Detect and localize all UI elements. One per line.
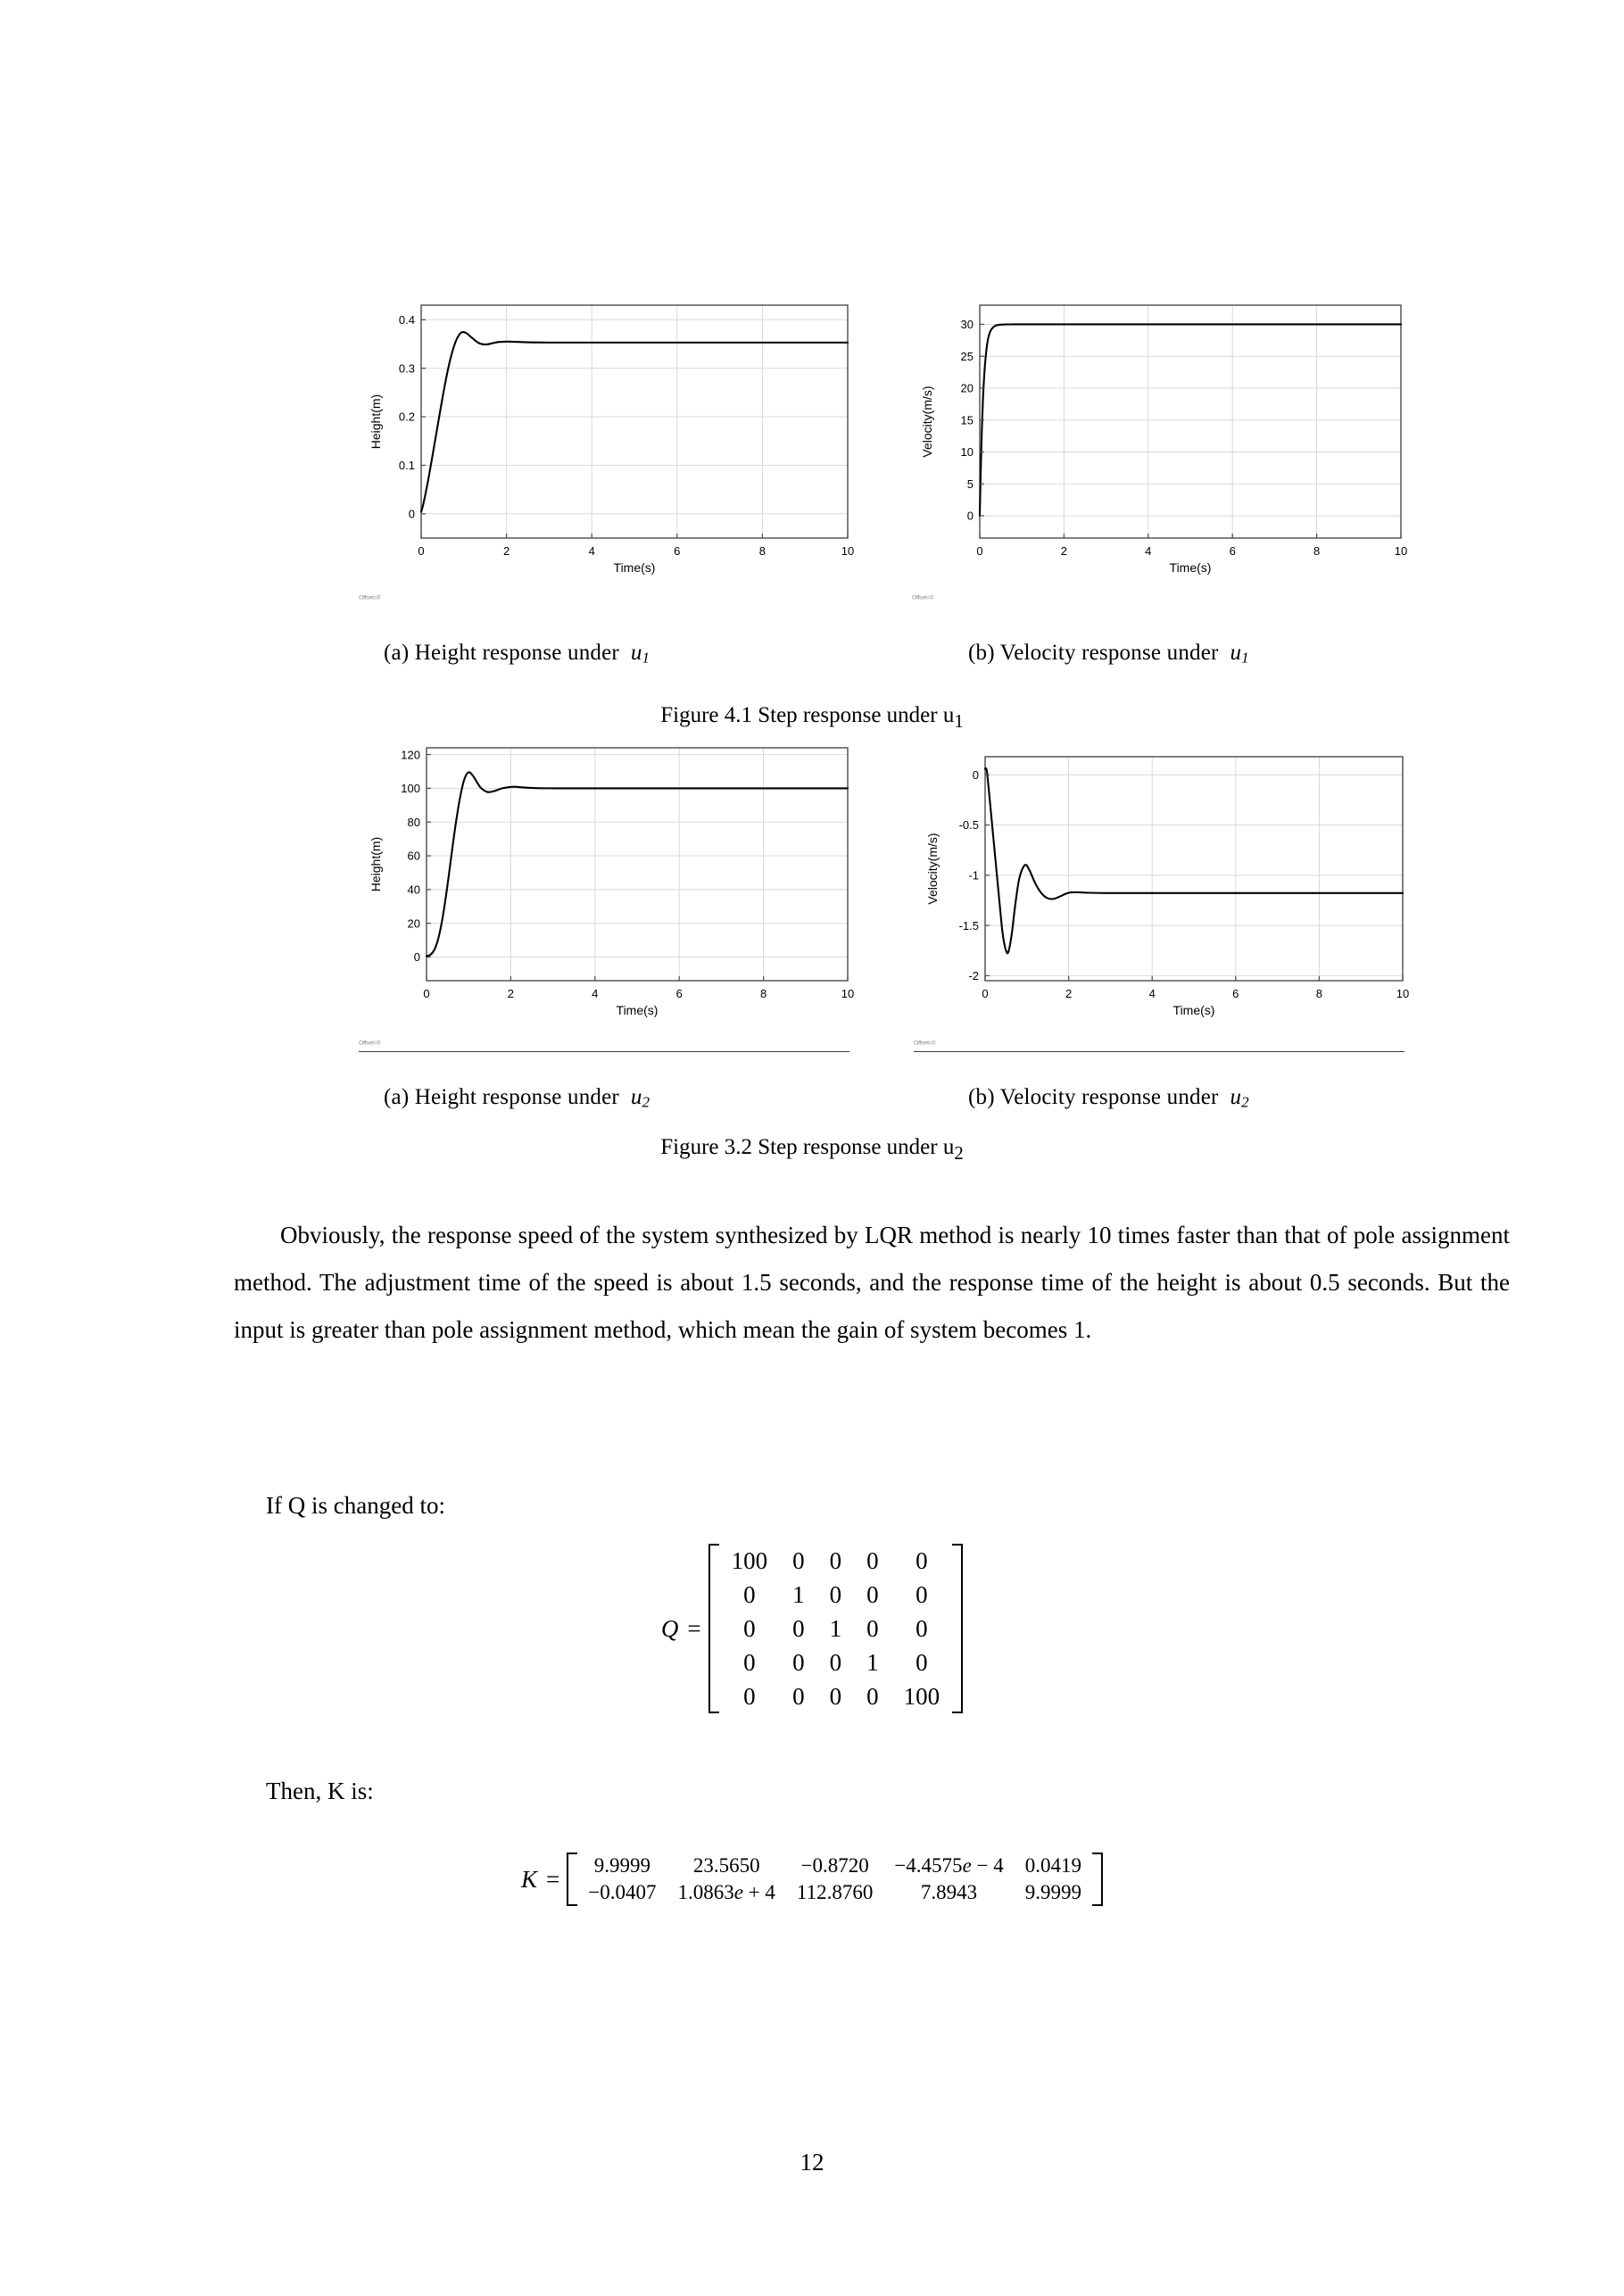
- y-tick-label: 30: [960, 318, 974, 332]
- subcaption-variable: $u_1$: [630, 641, 650, 667]
- x-tick-label: 8: [758, 544, 766, 558]
- height-response-u2-svg: [357, 737, 857, 1048]
- subcaption-variable: $u_2$: [1230, 1085, 1249, 1111]
- q-matrix-cell: 0: [792, 1547, 805, 1574]
- x-tick-label: 0: [418, 544, 425, 558]
- q-matrix-cell: 0: [916, 1649, 928, 1676]
- k-matrix-cell: 9.9999: [1024, 1881, 1082, 1903]
- subcaption-figure-4-1-a: [384, 641, 650, 667]
- k-matrix-cell: 23.5650: [692, 1854, 760, 1877]
- height-response-u2-plot: [357, 737, 857, 1048]
- q-symbol: Q: [660, 1614, 679, 1642]
- figure-4-1-b-container: [910, 294, 1410, 602]
- y-axis-label: Height(m): [369, 394, 383, 450]
- figure-caption-3-2: [0, 1135, 1624, 1165]
- q-matrix-cell: 0: [743, 1615, 756, 1642]
- y-tick-label: 20: [407, 916, 420, 931]
- q-matrix-cell: 0: [829, 1683, 842, 1710]
- x-tick-label: 8: [1313, 544, 1321, 558]
- x-axis-label: Time(s): [613, 560, 656, 575]
- subcaption-variable: $u_1$: [1230, 641, 1249, 667]
- x-tick-label: 0: [423, 987, 430, 1000]
- q-matrix-row: [719, 1612, 953, 1645]
- y-tick-label: 0: [972, 767, 979, 782]
- x-tick-label: 8: [1315, 987, 1323, 1000]
- q-matrix-bracket: [708, 1544, 964, 1713]
- offset-label: Offset=0: [912, 595, 934, 601]
- k-matrix-row: [577, 1879, 1092, 1906]
- x-tick-label: 2: [507, 987, 515, 1000]
- y-axis-label: Velocity(m/s): [925, 833, 940, 905]
- right-bracket: [1092, 1853, 1103, 1906]
- height-response-u1-plot: [357, 294, 857, 602]
- x-tick-label: 2: [502, 544, 510, 558]
- y-axis-label: Velocity(m/s): [920, 385, 934, 458]
- k-matrix-cell: 112.8760: [796, 1881, 874, 1903]
- q-matrix-cell: 1: [829, 1615, 842, 1642]
- y-tick-label: 25: [960, 349, 974, 363]
- subcaption-text: (b) Velocity response under: [968, 641, 1219, 665]
- y-tick-label: 0: [413, 950, 420, 965]
- x-tick-label: 4: [588, 544, 595, 558]
- figure-bottom-rule: [359, 1051, 849, 1052]
- k-matrix-row: [577, 1853, 1092, 1879]
- q-matrix-cell: 0: [829, 1581, 842, 1608]
- q-matrix-row: [719, 1645, 953, 1679]
- k-matrix-cell: 7.8943: [920, 1881, 978, 1903]
- y-axis-label: Height(m): [369, 836, 383, 892]
- x-axis-label: Time(s): [616, 1003, 659, 1017]
- figure-caption-text: Figure 3.2 Step response under: [660, 1135, 938, 1159]
- subcaption-figure-3-2-b: [968, 1085, 1249, 1112]
- q-matrix-cell: 0: [916, 1547, 928, 1574]
- y-tick-label: 0.1: [398, 459, 415, 473]
- velocity-response-u2-plot: [912, 737, 1412, 1048]
- x-tick-label: 6: [674, 544, 681, 558]
- figure-bottom-rule: [914, 1051, 1404, 1052]
- y-tick-label: -1: [968, 868, 979, 883]
- x-tick-label: 4: [1148, 987, 1156, 1000]
- k-matrix-bracket: [567, 1853, 1103, 1906]
- y-tick-label: 0: [408, 507, 415, 521]
- y-tick-label: 0.4: [398, 312, 415, 327]
- k-matrix-table: [577, 1853, 1092, 1906]
- q-matrix-cell: 0: [792, 1649, 805, 1676]
- k-matrix-cell: 9.9999: [593, 1854, 650, 1877]
- x-axis-label: Time(s): [1169, 560, 1212, 575]
- subcaption-figure-3-2-a: [384, 1085, 650, 1112]
- x-axis-label: Time(s): [1172, 1003, 1215, 1017]
- x-tick-label: 4: [1145, 544, 1152, 558]
- x-tick-label: 0: [976, 544, 983, 558]
- q-equals-sign: =: [687, 1614, 701, 1642]
- q-matrix-cell: 0: [792, 1683, 805, 1710]
- k-matrix-cell: −0.8720: [800, 1854, 869, 1877]
- k-equals-sign: =: [546, 1865, 560, 1893]
- left-bracket: [708, 1544, 719, 1713]
- q-matrix-equation: [0, 1544, 1624, 1713]
- right-bracket: [952, 1544, 963, 1713]
- y-tick-label: 15: [960, 413, 974, 427]
- y-tick-label: -0.5: [958, 818, 979, 833]
- q-matrix-cell: 0: [829, 1649, 842, 1676]
- left-bracket: [567, 1853, 577, 1906]
- q-matrix-row: [719, 1544, 953, 1578]
- figure-4-1-a-container: [357, 294, 857, 602]
- y-tick-label: 0: [966, 509, 974, 523]
- q-matrix-cell: 0: [916, 1581, 928, 1608]
- figure-caption-variable: $u_1$: [942, 703, 964, 732]
- y-tick-label: 100: [401, 782, 420, 796]
- q-matrix-cell: 100: [903, 1683, 940, 1710]
- q-matrix-cell: 0: [866, 1683, 879, 1710]
- q-matrix-cell: 0: [743, 1649, 756, 1676]
- q-matrix-cell: 0: [743, 1581, 756, 1608]
- figure-caption-variable: $u_2$: [942, 1135, 964, 1164]
- k-matrix-cell: −4.4575e − 4: [894, 1854, 1004, 1877]
- x-tick-label: 2: [1060, 544, 1068, 558]
- figure-3-2-a-container: [357, 737, 857, 1048]
- velocity-response-u1-svg: [910, 294, 1410, 602]
- k-matrix-cell: 1.0863e + 4: [677, 1881, 775, 1903]
- q-matrix-cell: 1: [866, 1649, 879, 1676]
- y-tick-label: 5: [966, 477, 974, 491]
- figure-3-2-b-container: [912, 737, 1412, 1048]
- x-tick-label: 6: [675, 987, 683, 1000]
- offset-label: Offset=0: [359, 1040, 381, 1046]
- q-matrix-row: [719, 1578, 953, 1612]
- y-tick-label: 120: [401, 748, 420, 762]
- x-tick-label: 10: [841, 544, 855, 558]
- subcaption-text: (a) Height response under: [384, 641, 619, 665]
- q-matrix-cell: 0: [866, 1547, 879, 1574]
- figure-caption-4-1: [0, 703, 1624, 733]
- q-matrix-cell: 0: [866, 1581, 879, 1608]
- x-tick-label: 4: [592, 987, 599, 1000]
- q-matrix-cell: 100: [731, 1547, 768, 1574]
- q-matrix-cell: 1: [792, 1581, 805, 1608]
- y-tick-label: 0.3: [398, 361, 415, 376]
- y-tick-label: 20: [960, 381, 974, 395]
- subcaption-variable: $u_2$: [630, 1085, 650, 1111]
- q-matrix-cell: 0: [743, 1683, 756, 1710]
- offset-label: Offset=0: [914, 1040, 936, 1046]
- x-tick-label: 6: [1232, 987, 1239, 1000]
- subcaption-text: (b) Velocity response under: [968, 1085, 1219, 1109]
- q-intro-text: If Q is changed to:: [266, 1492, 445, 1519]
- velocity-response-u2-svg: [912, 737, 1412, 1048]
- page-number: 12: [800, 2149, 824, 2176]
- k-matrix-cell: 0.0419: [1024, 1854, 1082, 1877]
- figure-caption-text: Figure 4.1 Step response under: [660, 703, 938, 727]
- x-tick-label: 10: [1394, 544, 1408, 558]
- y-tick-label: 60: [407, 849, 420, 863]
- x-tick-label: 10: [1396, 987, 1410, 1000]
- q-matrix-row: [719, 1679, 953, 1713]
- k-matrix-equation: [0, 1853, 1624, 1906]
- velocity-response-u1-plot: [910, 294, 1410, 602]
- y-tick-label: -1.5: [958, 918, 979, 932]
- y-tick-label: 10: [960, 445, 974, 460]
- y-tick-label: 80: [407, 815, 420, 829]
- x-tick-label: 6: [1229, 544, 1236, 558]
- offset-label: Offset=0: [359, 595, 381, 601]
- x-tick-label: 2: [1065, 987, 1073, 1000]
- subcaption-text: (a) Height response under: [384, 1085, 619, 1109]
- y-tick-label: 40: [407, 883, 420, 897]
- k-intro-text: Then, K is:: [266, 1778, 374, 1804]
- q-matrix-cell: 0: [829, 1547, 842, 1574]
- subcaption-figure-4-1-b: [968, 641, 1249, 667]
- k-symbol: K: [520, 1865, 537, 1893]
- k-matrix-cell: −0.0407: [588, 1881, 657, 1903]
- x-tick-label: 8: [759, 987, 767, 1000]
- q-matrix-cell: 0: [866, 1615, 879, 1642]
- y-tick-label: 0.2: [398, 410, 415, 424]
- height-response-u1-svg: [357, 294, 857, 602]
- q-matrix-table: [719, 1544, 953, 1713]
- y-tick-label: -2: [968, 969, 979, 983]
- x-tick-label: 10: [841, 987, 855, 1000]
- q-matrix-cell: 0: [792, 1615, 805, 1642]
- q-matrix-cell: 0: [916, 1615, 928, 1642]
- main-paragraph: Obviously, the response speed of the system synthesized by LQR method is nearly 10 times faster than that of pole assignment method. The adjustment time of the speed is about 1.5 seconds, and the response time of the height is about 0.5 seconds. But the input is greater than pole assignment method, which mean the gain of system becomes 1.: [234, 1222, 1510, 1343]
- x-tick-label: 0: [982, 987, 989, 1000]
